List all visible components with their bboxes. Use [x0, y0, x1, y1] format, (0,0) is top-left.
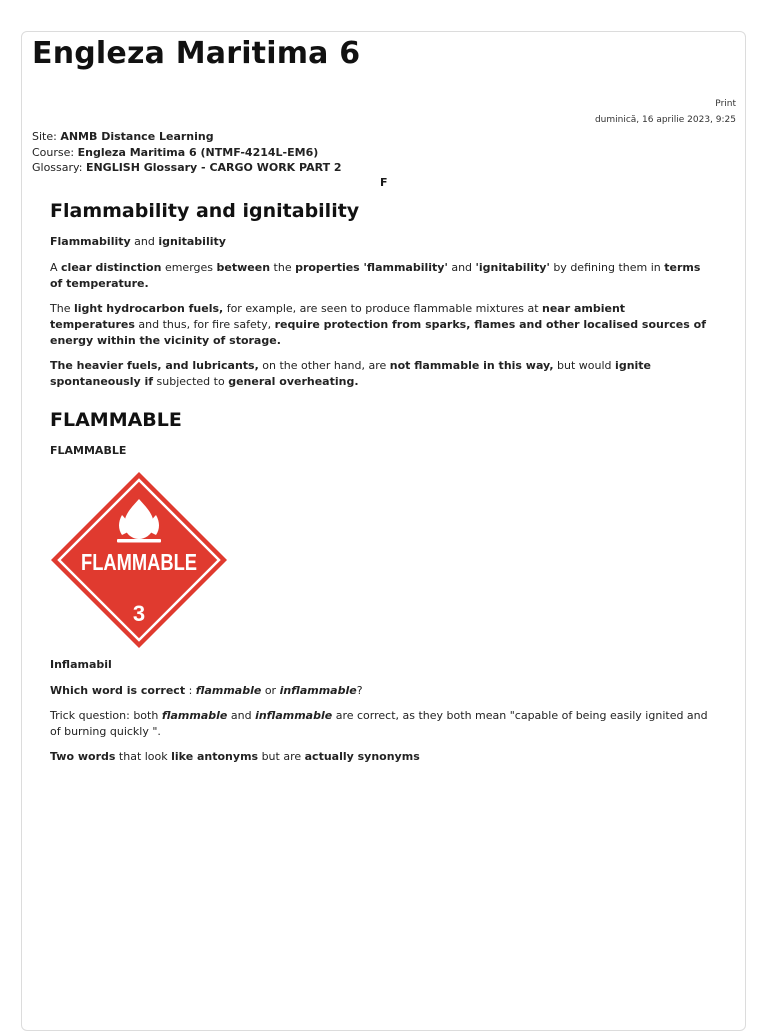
meta-site-label: Site: — [32, 130, 57, 143]
print-link[interactable]: Print — [715, 99, 736, 109]
sign-class-number: 3 — [132, 601, 146, 626]
print-date: duminică, 16 aprilie 2023, 9:25 — [594, 115, 736, 125]
glossary-letter: F — [380, 176, 388, 189]
meta-site-value[interactable]: ANMB Distance Learning — [60, 130, 214, 143]
meta-glossary-label: Glossary: — [32, 161, 83, 174]
entry-concept: FLAMMABLE — [50, 444, 127, 457]
meta-glossary-value[interactable]: ENGLISH Glossary - CARGO WORK PART 2 — [85, 161, 342, 174]
meta-site — [32, 129, 342, 145]
page-title: Engleza Maritima 6 — [32, 36, 361, 71]
entry-paragraph: A clear distinction emerges between the properties 'flammability' and 'ignitability' by defining them in terms of temperature. — [50, 261, 701, 290]
entry-paragraph: Trick question: both flammable and inflammable are correct, as they both mean "capable of being easily ignited and of burning quickly ". — [50, 709, 708, 738]
sign-label: FLAMMABLE — [81, 549, 197, 575]
glossary-entries — [50, 198, 710, 774]
meta-course — [32, 145, 342, 161]
entry-paragraph: Two words that look like antonyms but are actually synonyms — [50, 750, 420, 763]
entry-question: Which word is correct : flammable or inflammable? — [50, 684, 363, 697]
meta-glossary — [32, 160, 342, 176]
flammable-hazard-sign — [50, 471, 228, 649]
entry-translation: Inflamabil — [50, 658, 112, 671]
entry-paragraph: The heavier fuels, and lubricants, on the other hand, are not flammable in this way, but would ignite spontaneously if subjected to general overheating. — [50, 359, 652, 388]
entry-heading: Flammability and ignitability — [50, 200, 360, 222]
entry-flammable — [50, 407, 710, 765]
entry-paragraph: The light hydrocarbon fuels, for example, are seen to produce flammable mixtures at near ambient temperatures and thus, for fire safety, require protection from sparks, flames and other localised sources of energy within the vicinity of storage. — [50, 302, 706, 347]
entry-heading: FLAMMABLE — [50, 409, 182, 431]
entry-flammability — [50, 198, 710, 390]
meta-course-value[interactable]: Engleza Maritima 6 (NTMF-4214L-EM6) — [77, 145, 319, 159]
entry-concept: Flammability and ignitability — [50, 235, 226, 248]
glossary-meta — [32, 129, 342, 176]
meta-course-label: Course: — [32, 145, 75, 159]
